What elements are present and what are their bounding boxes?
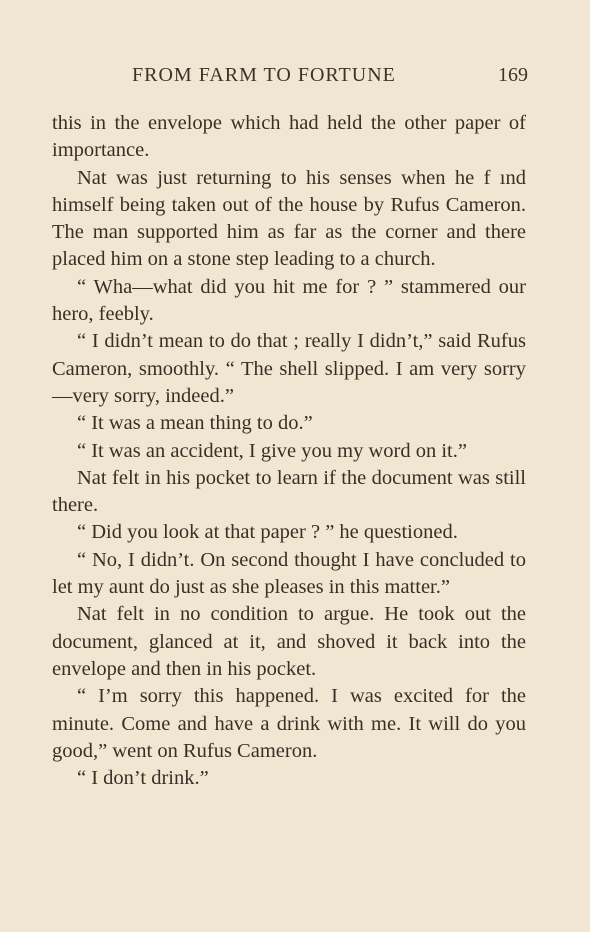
paragraph-1: this in the envelope which had held the other paper of importance. <box>52 112 526 162</box>
page-header <box>52 64 528 92</box>
paragraph-2: Nat was just returning to his senses when he f ınd himself being taken out of the house by Rufus Cameron. The man supported him as far as the corner and there placed him on a stone step leading to a church. <box>52 166 526 271</box>
paragraph-11: “ I’m sorry this happened. I was excited for the minute. Come and have a drink with me. It will do you good,” went on Rufus Cameron. <box>52 685 526 762</box>
paragraph-12: “ I don’t drink.” <box>77 767 209 790</box>
body-text <box>52 110 526 792</box>
paragraph-5: “ It was a mean thing to do.” <box>77 412 313 435</box>
running-title: FROM FARM TO FORTUNE <box>132 64 396 86</box>
paragraph-9: “ No, I didn’t. On second thought I have concluded to let my aunt do just as she pleases in this matter.” <box>52 548 526 599</box>
paragraph-8: “ Did you look at that paper ? ” he questioned. <box>77 521 458 544</box>
page-number: 169 <box>498 64 528 86</box>
paragraph-4: “ I didn’t mean to do that ; really I didn’t,” said Rufus Cameron, smoothly. “ The shell slipped. I am very sorry—very sorry, indeed.” <box>52 330 526 407</box>
paragraph-7: Nat felt in his pocket to learn if the document was still there. <box>52 466 526 517</box>
paragraph-3: “ Wha—what did you hit me for ? ” stammered our hero, feebly. <box>52 275 526 326</box>
paragraph-6: “ It was an accident, I give you my word on it.” <box>77 439 467 462</box>
paragraph-10: Nat felt in no condition to argue. He took out the document, glanced at it, and shoved it back into the envelope and then in his pocket. <box>52 603 526 680</box>
